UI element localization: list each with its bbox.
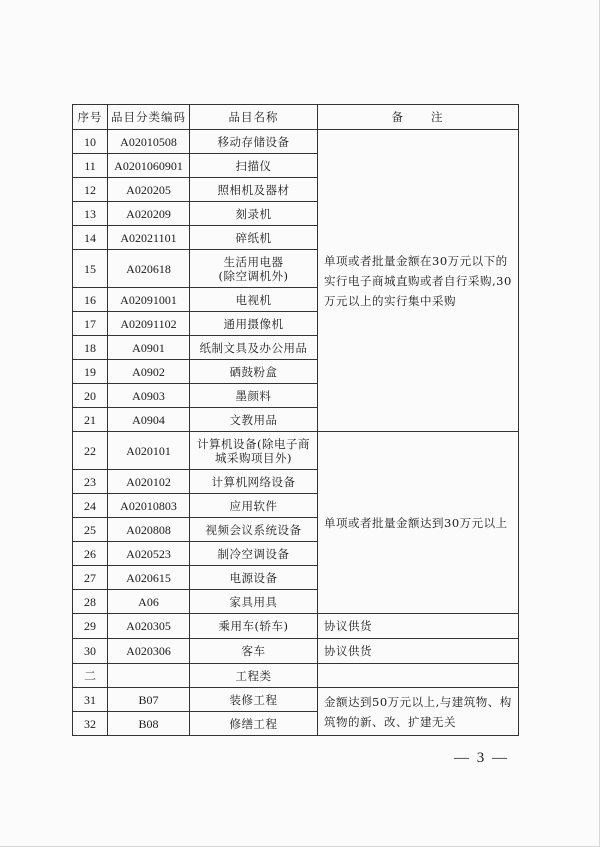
row-code: A0902	[108, 360, 190, 384]
table-header-row	[73, 105, 519, 130]
row-seq: 22	[73, 432, 108, 470]
row-name: 碎纸机	[190, 226, 318, 250]
row-code: A02021101	[108, 226, 190, 250]
row-seq: 30	[73, 639, 108, 664]
row-seq: 29	[73, 614, 108, 639]
row-name: 硒鼓粉盒	[190, 360, 318, 384]
row-name: 文教用品	[190, 408, 318, 432]
row-code: B08	[108, 712, 190, 736]
row-name: 视频会议系统设备	[190, 518, 318, 542]
row-seq: 16	[73, 288, 108, 312]
table-row	[73, 688, 519, 712]
row-code: A020305	[108, 614, 190, 639]
row-name: 修缮工程	[190, 712, 318, 736]
header-remark: 备注	[318, 105, 519, 130]
row-name: 乘用车(轿车)	[190, 614, 318, 639]
page-number: — 3 —	[454, 750, 509, 766]
row-remark-group: 单项或者批量金额在30万元以下的实行电子商城直购或者自行采购,30万元以上的实行集中采购	[318, 130, 519, 432]
header-code: 品目分类编码	[108, 105, 190, 130]
row-name: 家具用具	[190, 590, 318, 614]
row-seq: 32	[73, 712, 108, 736]
row-code: A0904	[108, 408, 190, 432]
row-seq: 26	[73, 542, 108, 566]
row-seq: 23	[73, 470, 108, 494]
row-seq: 10	[73, 130, 108, 154]
row-name: 生活用电器 (除空调机外)	[190, 250, 318, 288]
row-name: 墨颜料	[190, 384, 318, 408]
row-name: 制冷空调设备	[190, 542, 318, 566]
row-seq: 27	[73, 566, 108, 590]
row-code: A020209	[108, 202, 190, 226]
row-name: 照相机及器材	[190, 178, 318, 202]
table-row	[73, 130, 519, 154]
row-code: A02010803	[108, 494, 190, 518]
row-code: A02010508	[108, 130, 190, 154]
row-code: A020205	[108, 178, 190, 202]
row-code: A020808	[108, 518, 190, 542]
row-code: A06	[108, 590, 190, 614]
header-name: 品目名称	[190, 105, 318, 130]
row-name: 工程类	[190, 664, 318, 688]
row-code: A02091102	[108, 312, 190, 336]
row-code: A02091001	[108, 288, 190, 312]
row-seq: 24	[73, 494, 108, 518]
row-name: 计算机网络设备	[190, 470, 318, 494]
row-code: B07	[108, 688, 190, 712]
row-code: A020101	[108, 432, 190, 470]
row-name: 计算机设备(除电子商城采购项目外)	[190, 432, 318, 470]
row-seq: 31	[73, 688, 108, 712]
table-row	[73, 432, 519, 470]
row-seq: 20	[73, 384, 108, 408]
row-name: 刻录机	[190, 202, 318, 226]
row-seq: 11	[73, 154, 108, 178]
row-name: 纸制文具及办公用品	[190, 336, 318, 360]
row-name: 电视机	[190, 288, 318, 312]
row-name: 装修工程	[190, 688, 318, 712]
procurement-catalog-table	[72, 104, 519, 736]
row-remark-group: 金额达到50万元以上,与建筑物、构筑物的新、改、扩建无关	[318, 688, 519, 736]
row-name: 通用摄像机	[190, 312, 318, 336]
row-name: 应用软件	[190, 494, 318, 518]
row-name: 客车	[190, 639, 318, 664]
row-remark: 协议供货	[318, 614, 519, 639]
row-seq: 15	[73, 250, 108, 288]
row-remark-group: 单项或者批量金额达到30万元以上	[318, 432, 519, 614]
row-code: A020102	[108, 470, 190, 494]
row-seq: 19	[73, 360, 108, 384]
table-row	[73, 614, 519, 639]
row-seq: 25	[73, 518, 108, 542]
row-code: A0201060901	[108, 154, 190, 178]
table-row	[73, 664, 519, 688]
row-name: 电源设备	[190, 566, 318, 590]
row-seq: 14	[73, 226, 108, 250]
row-seq: 二	[73, 664, 108, 688]
row-code	[108, 664, 190, 688]
row-name: 扫描仪	[190, 154, 318, 178]
row-seq: 13	[73, 202, 108, 226]
row-code: A020618	[108, 250, 190, 288]
row-seq: 12	[73, 178, 108, 202]
row-seq: 21	[73, 408, 108, 432]
table-row	[73, 639, 519, 664]
row-remark: 协议供货	[318, 639, 519, 664]
row-code: A020523	[108, 542, 190, 566]
row-seq: 18	[73, 336, 108, 360]
row-code: A0901	[108, 336, 190, 360]
row-remark	[318, 664, 519, 688]
row-code: A0903	[108, 384, 190, 408]
row-code: A020615	[108, 566, 190, 590]
row-code: A020306	[108, 639, 190, 664]
row-name: 移动存储设备	[190, 130, 318, 154]
row-seq: 17	[73, 312, 108, 336]
row-seq: 28	[73, 590, 108, 614]
header-seq: 序号	[73, 105, 108, 130]
